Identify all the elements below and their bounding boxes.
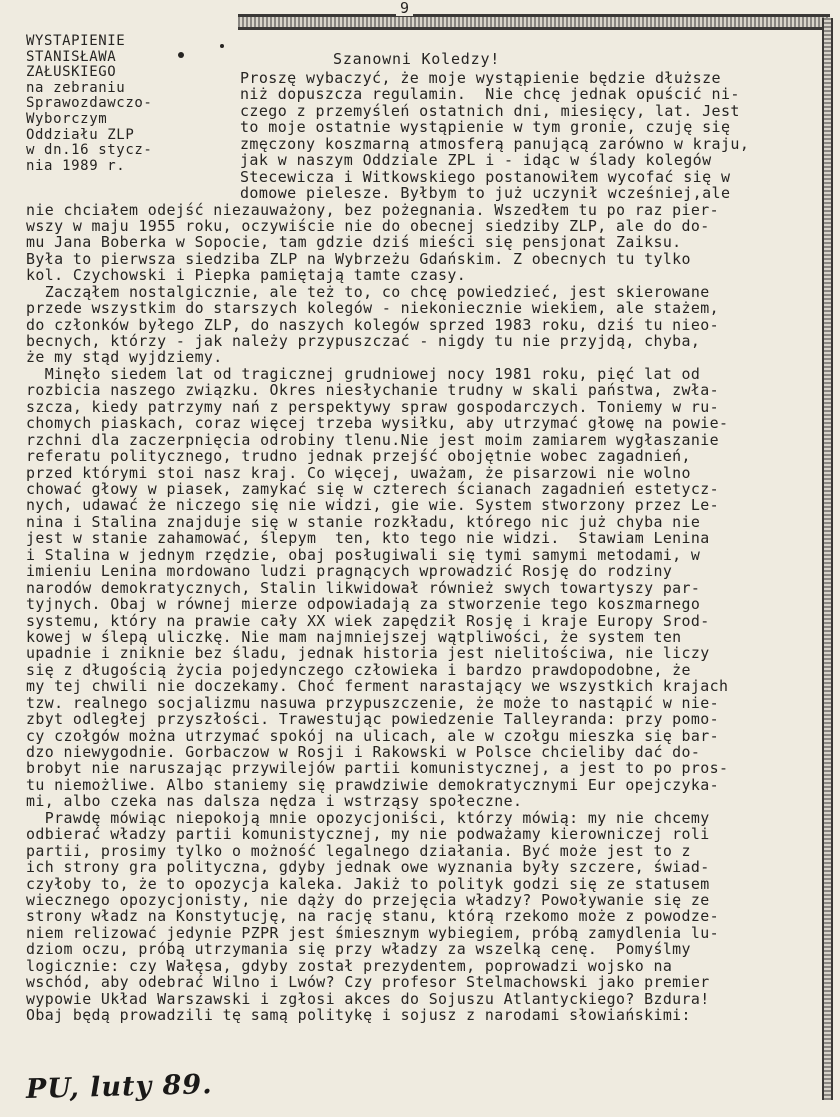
text-line: się z długością życia pojedynczego człowieka i bardzo prawdopodobne, że: [26, 660, 691, 679]
text-line: becnych, którzy - jak należy przypuszczać - nigdy tu nie przyjdą, chyba,: [26, 332, 701, 351]
text-line: wschód, aby odebrać Wilno i Lwów? Czy profesor Stelmachowski jako premier: [26, 973, 710, 992]
header-line: na zebraniu: [26, 79, 126, 96]
header-line: Wyborczym: [26, 110, 108, 127]
text-line: Proszę wybaczyć, że moje wystąpienie będzie dłuższe: [240, 69, 721, 87]
text-line: wszy w maju 1955 roku, oczywiście nie do obecnej siedziby ZLP, ale do do-: [26, 216, 710, 235]
text-line: kowej w ślepą uliczkę. Nie mam najmniejszej wątpliwości, że system ten: [26, 627, 682, 646]
text-line: kol. Czychowski i Piepka pamiętają tamte czasy.: [26, 266, 467, 285]
speech-header: [26, 34, 226, 174]
text-line: nych, udawać że niczego się nie widzi, gie wie. System stworzony przez Le-: [26, 496, 720, 515]
text-line: dzo niewygodnie. Gorbaczow w Rosji i Rakowski w Polsce chcieliby dać do-: [26, 743, 701, 762]
text-line: my tej chwili nie doczekamy. Choć ferment narastający we wszystkich krajach: [26, 677, 729, 696]
text-line: domowe pielesze. Byłbym to już uczynił wcześniej,ale: [240, 184, 731, 203]
text-line: Stecewicza i Witkowskiego postanowiłem wycofać się w: [240, 167, 731, 186]
text-line: upadnie i zniknie bez śladu, jednak historia jest nielitościwa, nie liczy: [26, 644, 710, 663]
header-line: w dn.16 stycz-: [26, 142, 153, 159]
page-number: 9: [396, 0, 413, 16]
greeting: Szanowni Koledzy!: [333, 50, 501, 68]
text-line: jest w stanie zahamować, ślepym ten, kto tego nie widzi. Stawiam Lenina: [26, 529, 710, 548]
text-line: tzw. realnego socjalizmu nasuwa przypuszczenie, że może to nastąpić w nie-: [26, 693, 720, 712]
text-line: niż dopuszcza regulamin. Nie chcę jednak opuścić ni-: [240, 85, 740, 104]
text-line: dziom oczu, próbą utrzymania się przy władzy za wszelką cenę. Pomyślmy: [26, 940, 691, 959]
ink-dot: [220, 44, 224, 48]
text-line: Zacząłem nostalgicznie, ale też to, co chcę powiedzieć, jest skierowane: [26, 282, 710, 301]
text-line: rzchni dla zaczerpnięcia odrobiny tlenu.Nie jest moim zamiarem wygłaszanie: [26, 430, 720, 449]
top-border-rule: [238, 14, 830, 30]
text-line: Minęło siedem lat od tragicznej grudniowej nocy 1981 roku, pięć lat od: [26, 364, 701, 383]
text-line: odbierać władzy partii komunistycznej, my nie podważamy kierowniczej roli: [26, 825, 710, 844]
text-line: tyjnych. Obaj w równej mierze odpowiadają za stworzenie tego koszmarnego: [26, 595, 701, 614]
text-line: wiecznego opozycjonisty, nie dąży do przejęcia władzy? Powoływanie się ze: [26, 891, 710, 909]
text-line: i Stalina w jednym rzędzie, obaj posługiwali się tymi samymi metodami, w: [26, 545, 701, 564]
text-line: czyłoby to, że to opozycja kaleka. Jakiż to polityk godzi się ze statusem: [26, 874, 710, 893]
text-line: logicznie: czy Wałęsa, gdyby został prezydentem, poprowadzi wojsko na: [26, 956, 673, 975]
text-line: Prawdę mówiąc niepokoją mnie opozycjoniści, którzy mówią: my nie chcemy: [26, 808, 710, 827]
text-line: narodów demokratycznych, Stalin likwidował również swych towartyszy par-: [26, 578, 701, 597]
text-line: zbyt odległej przyszłości. Trawestując powiedzenie Talleyranda: przy pomo-: [26, 710, 720, 729]
text-line: nina i Stalina znajduje się w stanie rozkładu, którego nic już chyba nie: [26, 512, 701, 531]
text-line: imieniu Lenina mordowano ludzi pragnących wprowadzić Rosję do rodziny: [26, 562, 673, 581]
text-line: przed którymi stoi nasz kraj. Co więcej, uważam, że pisarzowi nie wolno: [26, 463, 691, 482]
text-line: brobyt nie naruszając przywilejów partii komunistycznej, a jest to po pros-: [26, 759, 729, 778]
text-line: do członków byłego ZLP, do naszych kolegów sprzed 1983 roku, dziś tu nieo-: [26, 315, 720, 334]
text-line: czego z przemyśleń ostatnich dni, miesięcy, lat. Jest: [240, 101, 740, 120]
text-line: strony władz na Konstytucję, na rację stanu, którą rzekomo może z powodze-: [26, 907, 720, 926]
text-line: tu niemożliwe. Albo staniemy się prawdziwie demokratycznymi Eur opejczyka-: [26, 775, 720, 794]
text-line: rozbicia naszego związku. Okres niesłychanie trudny w skali państwa, zwła-: [26, 381, 720, 400]
header-line: ZAŁUSKIEGO: [26, 64, 117, 81]
header-line: Oddziału ZLP: [26, 126, 135, 143]
text-line: systemu, który na prawie cały XX wiek zapędził Rosję i kraje Europy Srod-: [26, 611, 710, 630]
text-line: referatu politycznego, trudno jednak przejść obojętnie wobec zagadnień,: [26, 447, 691, 466]
text-line: zmęczony koszmarną atmosferą panującą zarówno w kraju,: [240, 134, 750, 153]
text-line: Obaj będą prowadzili tę samą politykę i sojusz z narodami słowiańskimi:: [26, 1006, 691, 1025]
header-line: WYSTAPIENIE: [26, 33, 126, 49]
handwritten-signature-note: PU, luty 89.: [25, 1069, 213, 1105]
text-line: przede wszystkim do starszych kolegów - niekoniecznie wiekiem, ale stażem,: [26, 299, 720, 318]
text-line: mu Jana Boberka w Sopocie, tam gdzie dziś mieści się pensjonat Zaiksu.: [26, 233, 682, 252]
header-line: Sprawozdawczo-: [26, 95, 153, 112]
text-line: niem relizować jedynie PZPR jest śmiesznym wybiegiem, próbą zamydlenia lu-: [26, 923, 720, 942]
header-line: nia 1989 r.: [26, 157, 126, 174]
text-line: nie chciałem odejść niezauważony, bez pożegnania. Wszedłem tu po raz pier-: [26, 200, 720, 219]
text-line: cy czołgów można utrzymać spokój na ulicach, ale w czołgu mieszka się bar-: [26, 726, 720, 745]
right-border-rule: [822, 18, 833, 1100]
text-line: wypowie Układ Warszawski i zgłosi akces do Sojuszu Atlantyckiego? Bzdura!: [26, 989, 710, 1008]
text-line: chować głowy w piasek, zamykać się w czterech ścianach zagadnień estetycz-: [26, 480, 720, 498]
ink-mark: [178, 52, 184, 58]
text-line: że my stąd wyjdziemy.: [26, 348, 223, 367]
text-line: ich strony gra polityczna, gdyby jednak owe wyznania były szczere, świad-: [26, 858, 710, 877]
text-line: chomych piaskach, coraz więcej trzeba wysiłku, aby utrzymać głowę na powie-: [26, 414, 729, 433]
text-line: Była to pierwsza siedziba ZLP na Wybrzeżu Gdańskim. Z obecnych tu tylko: [26, 249, 691, 268]
header-line: STANISŁAWA: [26, 48, 117, 65]
text-line: jak w naszym Oddziale ZPL i - idąc w ślady kolegów: [240, 151, 712, 170]
text-line: partii, prosimy tylko o możność legalnego działania. Być może jest to z: [26, 841, 691, 860]
text-line: to moje ostatnie wystąpienie w tym gronie, czuję się: [240, 118, 731, 137]
text-line: szcza, kiedy patrzymy nań z perspektywy spraw gospodarczych. Toniemy w ru-: [26, 397, 720, 416]
text-line: mi, albo czeka nas dalsza nędza i wstrząsy społeczne.: [26, 792, 523, 811]
